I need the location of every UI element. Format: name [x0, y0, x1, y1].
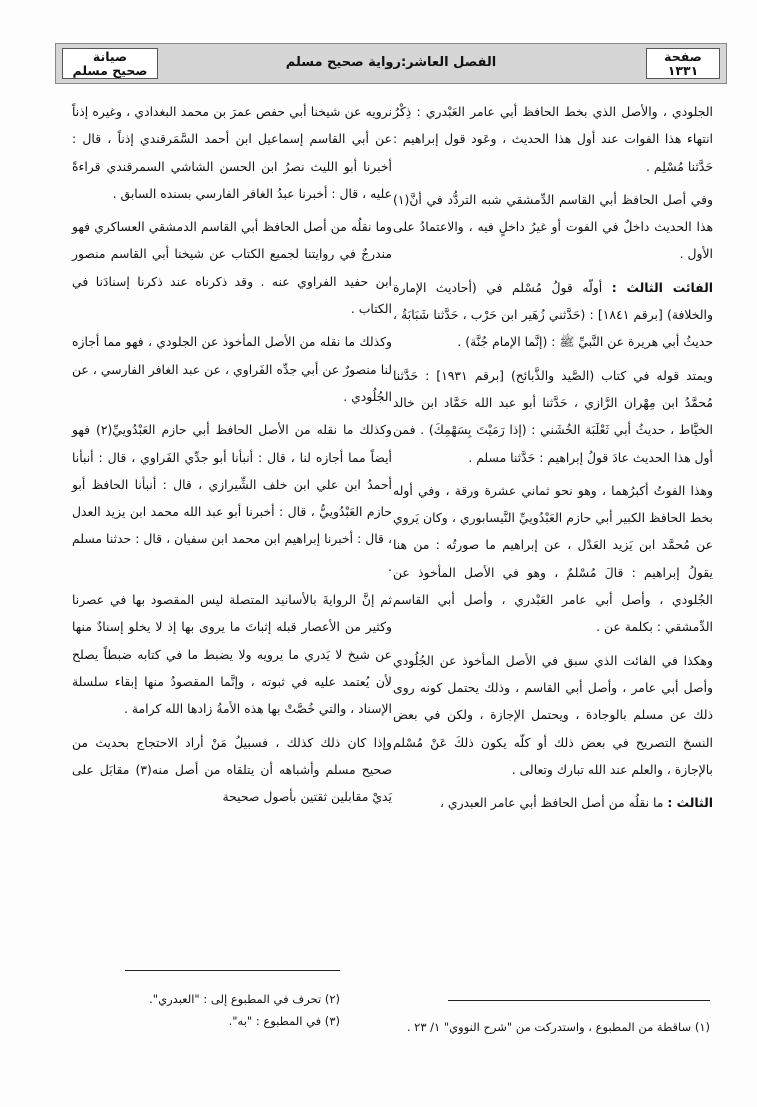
paragraph	[72, 98, 392, 207]
book-title-line2: صحيح مسلم	[72, 63, 148, 78]
paragraph-text: ما نقلُه من أصل الحافظ أبي عامر العبدري ،	[439, 795, 668, 811]
paragraph	[393, 274, 713, 356]
page-number-box	[646, 48, 720, 79]
page-label: صفحة	[664, 49, 702, 64]
paragraph	[393, 98, 713, 180]
paragraph	[393, 186, 713, 268]
paragraph-text: وما نقلُه من أصل الحافظ أبي القاسم الدمشقي العساكري فهو مندرجٌ في روايتنا لجميع الكتاب عن شيخنا أبي القاسم منصور ابن حفيد الفراوي عنه . وقد ذكرناه عند ذكرنا إسنادَنا في الكتاب .	[72, 219, 392, 317]
footnote-divider-right	[448, 1000, 710, 1001]
paragraph-text: وكذلك ما نقله من الأصل الحافظ أبي حازم العَبْدُوييِّ(٢) فهو أيضاً مما أجازه لنا ، قال : أنبأنا أبو جدِّي الفَراوي ، قال : أنبأنا أحمدُ ابن علي ابن خلف الشِّيرازي ، قال : أنبأنا الحافظ أبو حازم العَبْدُوييُّ ، قال : أخبرنا أبو عبد الله محمد ابن يزيد العدل ، قال : أخبرنا إبراهيم ابن محمد ابن سفيان ، قال : حدثنا مسلم .	[72, 422, 392, 574]
paragraph	[393, 477, 713, 641]
paragraph	[393, 362, 713, 471]
paragraph	[72, 328, 392, 410]
book-title-box	[62, 48, 158, 79]
paragraph-text: أولّه قولُ مُسْلم في (أحاديث الإمارة والخلافة) [برقم ١٨٤١] : (حَدَّثني زُهَير ابن حَرْب ، حَدَّثنا شَبَابَةُ ، حديثُ أبي هريرة عن النَّبيِّ ﷺ : (إنَّما الإمام جُنَّة) .	[393, 279, 713, 350]
paragraph-text: وإذا كان ذلك كذلك ، فسبيلُ مَنْ أراد الاحتجاج بحديث من صحيح مسلم وأشباهه أن يتلقاه من أصل منه(٣) مقابَل على يَديْ مقابلين ثقتين بأصول صحيحة	[72, 734, 392, 805]
paragraph	[393, 789, 713, 816]
footnotes-right	[400, 1016, 710, 1038]
paragraph-text: الجلودي ، والأصل الذي بخط الحافظ أبي عامر العَبْدري : ذِكْرُ انتهاء هذا الفوات عند أول هذا الحديث ، وعَود قول إبراهيم : حَدَّثنا مُسْلِم .	[393, 104, 713, 174]
paragraph-text: وهذا الفوتُ أكبرُهما ، وهو نحو ثماني عشرة ورقة ، وفي أوله بخط الحافظ الكبير أبي حازم العَبْدُوييِّ النَّيسابوري ، وكان يَروي عن مُحمَّد ابن يَزيد العَدْل ، عن إبراهيم ما صورتُه : من هنا يقولُ إبراهيم : قالَ مُسْلمٌ ، وهو في الأصل المأخوذ عن الجُلودي ، وأصل أبي عامر العَبْدري ، وأصل أبي القاسم الدِّمشقي : بكلمة عن .	[393, 482, 713, 635]
footnote-divider-left	[125, 970, 340, 971]
paragraph-heading: الثالث :	[667, 795, 713, 811]
paragraph	[72, 213, 392, 322]
paragraph	[393, 647, 713, 783]
footnote: (١) ساقطة من المطبوع ، واستدركت من "شرح النووي" ١/ ٢٣ .	[406, 1020, 710, 1034]
paragraph-text: وكذلك ما نقله من الأصل المأخوذ عن الجلودي ، فهو مما أجازه لنا منصورٌ عن أبي جدِّه الفَراوي ، عن عبد الغافر الفارسي ، عن الجُلُودي .	[72, 334, 392, 404]
footnotes-left	[80, 988, 340, 1032]
footnote: (٢) تحرف في المطبوع إلى : "العبدري".	[149, 992, 340, 1006]
paragraph-heading: الفائت الثالث :	[611, 279, 714, 295]
paragraph-text: ثم إنَّ الروايةَ بالأسانيد المتصلة ليس المقصود بها في عصرنا وكثير من الأعصار قبله إثباتَ ما يروى بها إذ لا يخلو إسنادٌ منها عن شيخ لا يَدري ما يرويه ولا يضبط ما في كتابه ضبطاً يصلح لأن يُعتمد عليه في ثبوته ، وإنَّما المقصودُ منها إبقاء سلسلة الإسناد ، والتي خُصَّتْ بها هذه الأمةُ زادها الله كرامة .	[72, 592, 392, 717]
paragraph-text: نرويه عن شيخنا أبي حفص عمرَ بن محمد البغدادي ، وغيره إذناً عن أبي القاسم إسماعيل ابن أحمد السَّمَرقندي إذناً ، قال : أخبرنا أبو الليث نصرُ ابن الحسن الشاشي السمرقندي قراءةً عليه ، قال : أخبرنا عبدُ الغافر الفارسي بسنده السابق .	[72, 104, 392, 201]
chapter-title: الفصل العاشر:رواية صحيح مسلم	[285, 55, 497, 70]
paragraph-text: وفي أصل الحافظ أبي القاسم الدِّمشقي شبه التردُّد في أنَّ(١) هذا الحديث داخلٌ في الفوت أو غيرُ داخلٍ فيه ، والاعتمادُ على الأول .	[393, 191, 713, 262]
paragraph-text: وهكذا في الفائت الذي سبق في الأصل المأخوذ عن الجُلُودي وأصل أبي عامر ، وأصل أبي القاسم ، وذلك يحتمل كونه روى ذلك عن مسلم بالوجادة ، ويحتمل الإجازة ، ولكن في بعض النسخ التصريح في بعض ذلك أو كلّه يكون ذلكَ عَنْ مُسْلم بالإجازة ، والعلم عند الله تبارك وتعالى .	[393, 652, 713, 777]
book-title-line1: صيانة	[92, 49, 128, 64]
page-header	[55, 43, 727, 84]
paragraph	[72, 729, 392, 811]
paragraph-text: ويمتد قوله في كتاب (الصَّيد والذَّبائح) [برقم ١٩٣١] : حَدَّثنا مُحمَّدُ ابن مِهْران الرَّازي ، حَدَّثنا أبو عبد الله حَمَّاد ابن خالد الخيَّاط ، حديثُ أبي ثَعْلَبَة الخُشَني : (إذا رَمَيْتَ بِسَهْمِكَ) . فمن أول هذا الحديث عادَ قولُ إبراهيم : حَدَّثنا مسلم .	[393, 367, 713, 465]
left-column	[72, 98, 392, 816]
page-number: ١٣٣١	[667, 63, 699, 78]
footnote: (٣) في المطبوع : "به".	[228, 1014, 340, 1028]
right-column	[393, 98, 713, 822]
paragraph	[72, 586, 392, 722]
paragraph	[72, 416, 392, 580]
